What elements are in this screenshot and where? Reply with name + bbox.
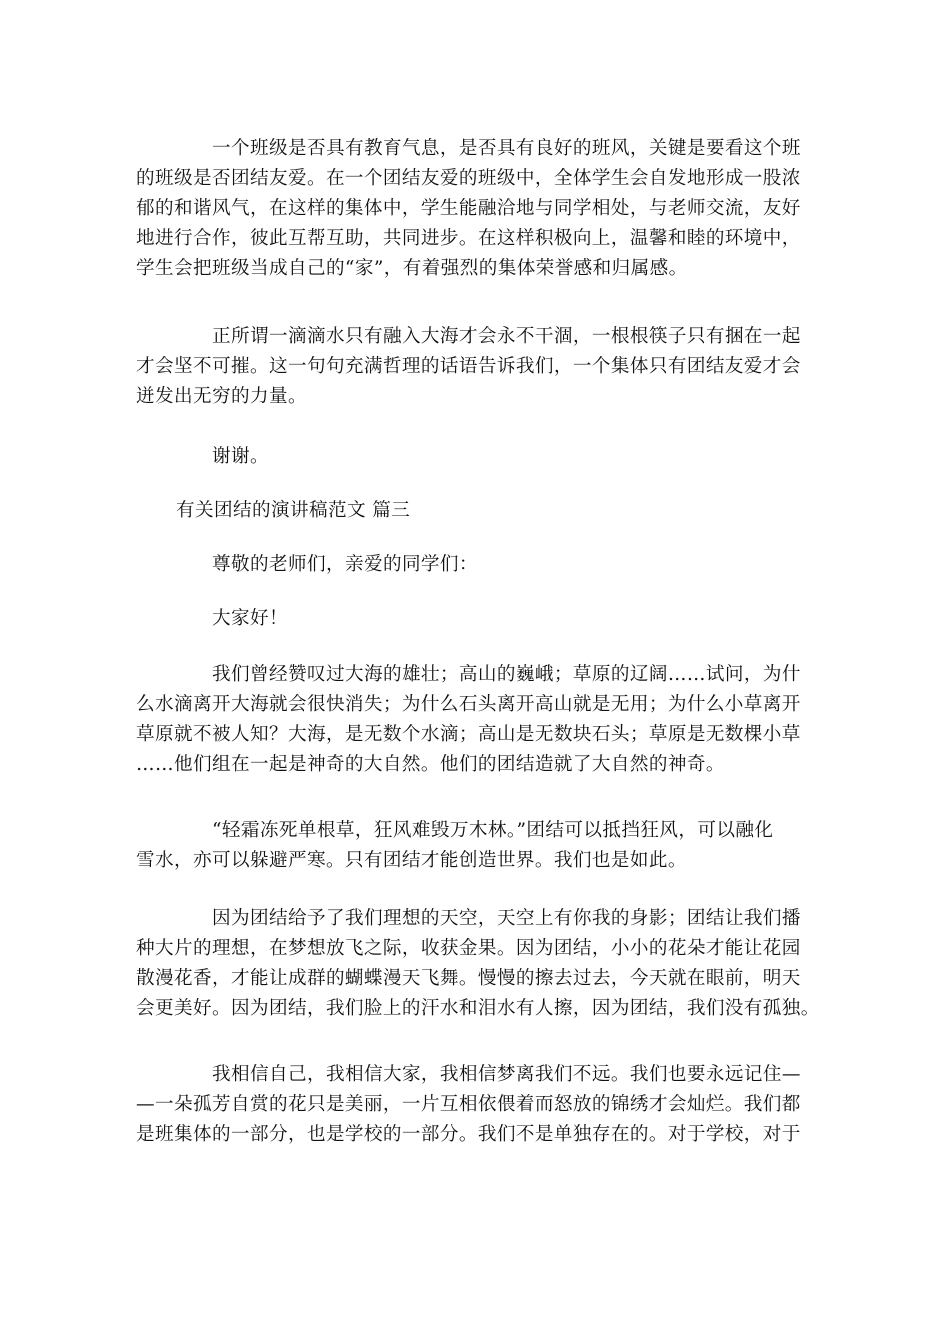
paragraph-belief (136, 1060, 816, 1150)
paragraph-dreams (136, 904, 820, 1024)
text-line: ……他们组在一起是神奇的大自然。他们的团结造就了大自然的神奇。 (136, 754, 725, 775)
paragraph-thanks (136, 442, 816, 472)
paragraph-water-drops (136, 322, 816, 412)
section-heading (136, 496, 816, 526)
text-line: 才会坚不可摧。这一句句充满哲理的话语告诉我们，一个集体只有团结友爱才会 (136, 356, 801, 377)
text-line: 正所谓一滴滴水只有融入大海才会永不干涸，一根根筷子只有捆在一起 (212, 326, 801, 347)
paragraph-class-unity (136, 134, 816, 284)
heading-text: 有关团结的演讲稿范文 篇三 (176, 500, 411, 521)
text-line: 种大片的理想，在梦想放飞之际，收获金果。因为团结，小小的花朵才能让花园 (136, 938, 801, 959)
text-line: 是班集体的一部分，也是学校的一部分。我们不是单独存在的。对于学校，对于 (136, 1124, 801, 1145)
paragraph-greeting (136, 604, 816, 634)
paragraph-nature (136, 660, 816, 780)
paragraph-proverb (136, 816, 816, 876)
text-line: 大家好！ (212, 608, 288, 629)
text-line: 学生会把班级当成自己的“家”，有着强烈的集体荣誉感和归属感。 (136, 258, 688, 279)
text-line: 一个班级是否具有教育气息，是否具有良好的班风，关键是要看这个班 (212, 138, 801, 159)
text-line: 会更美好。因为团结，我们脸上的汗水和泪水有人擦，因为团结，我们没有孤独。 (136, 998, 820, 1019)
text-line: 迸发出无穷的力量。 (136, 386, 307, 407)
text-line: 我相信自己，我相信大家，我相信梦离我们不远。我们也要永远记住— (212, 1064, 801, 1085)
text-line: 草原就不被人知？大海，是无数个水滴；高山是无数块石头；草原是无数棵小草 (136, 724, 801, 745)
text-line: 散漫花香，才能让成群的蝴蝶漫天飞舞。慢慢的擦去过去，今天就在眼前，明天 (136, 968, 801, 989)
text-line: 我们曾经赞叹过大海的雄壮；高山的巍峨；草原的辽阔……试问，为什 (212, 664, 801, 685)
text-line: 尊敬的老师们，亲爱的同学们： (212, 554, 478, 575)
text-line: 雪水，亦可以躲避严寒。只有团结才能创造世界。我们也是如此。 (136, 850, 687, 871)
text-line: “轻霜冻死单根草，狂风难毁万木林。”团结可以抵挡狂风，可以融化 (212, 820, 774, 841)
text-line: 地进行合作，彼此互帮互助，共同进步。在这样积极向上，温馨和睦的环境中， (136, 228, 801, 249)
text-line: 郁的和谐风气，在这样的集体中，学生能融洽地与同学相处，与老师交流，友好 (136, 198, 801, 219)
text-line: 因为团结给予了我们理想的天空，天空上有你我的身影；团结让我们播 (212, 908, 801, 929)
text-line: 的班级是否团结友爱。在一个团结友爱的班级中，全体学生会自发地形成一股浓 (136, 168, 801, 189)
text-line: —一朵孤芳自赏的花只是美丽，一片互相依偎着而怒放的锦绣才会灿烂。我们都 (136, 1094, 801, 1115)
text-line: 么水滴离开大海就会很快消失；为什么石头离开高山就是无用；为什么小草离开 (136, 694, 801, 715)
paragraph-salutation (136, 550, 816, 580)
text-line: 谢谢。 (212, 446, 269, 467)
